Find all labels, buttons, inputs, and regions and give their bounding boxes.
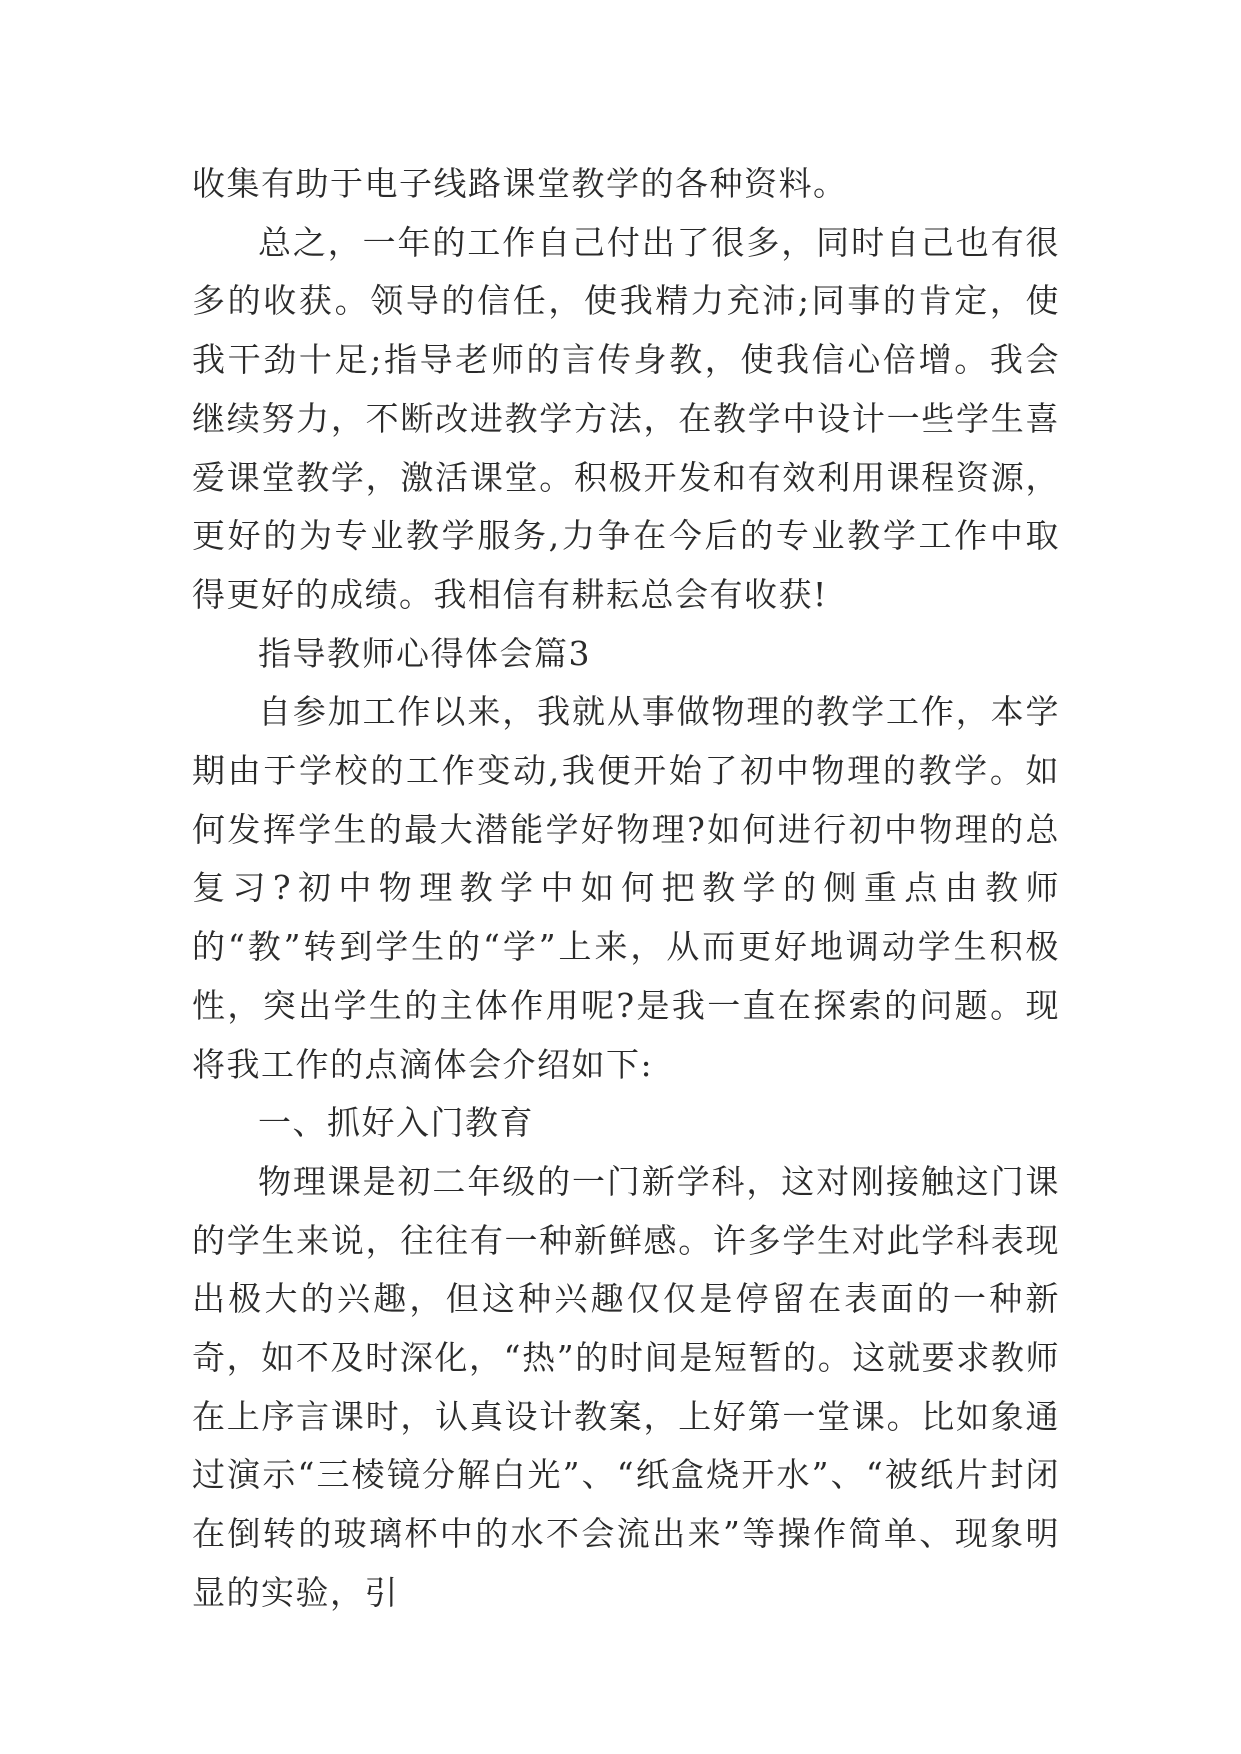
document-body [192, 155, 1060, 1623]
section-heading: 指导教师心得体会篇3 [258, 633, 591, 673]
paragraph-summary: 总之，一年的工作自己付出了很多，同时自己也有很多的收获。领导的信任，使我精力充沛;同事的肯定，使我干劲十足;指导老师的言传身教，使我信心倍增。我会继续努力，不断改进教学方法，在教学中设计一些学生喜爱课堂教学，激活课堂。积极开发和有效利用课程资源，更好的为专业教学服务,力争在今后的专业教学工作中取得更好的成绩。我相信有耕耘总会有收获! [192, 222, 1060, 614]
paragraph-continuation: 收集有助于电子线路课堂教学的各种资料。 [192, 164, 848, 203]
subsection-heading: 一、抓好入门教育 [258, 1103, 534, 1143]
paragraph-intro: 自参加工作以来，我就从事做物理的教学工作，本学期由于学校的工作变动,我便开始了初中物理的教学。如何发挥学生的最大潜能学好物理?如何进行初中物理的总复习?初中物理教学中如何把教学的侧重点由教师的“教”转到学生的“学”上来，从而更好地调动学生积极性，突出学生的主体作用呢?是我一直在探索的问题。现将我工作的点滴体会介绍如下: [192, 692, 1060, 1084]
paragraph-physics-course: 物理课是初二年级的一门新学科，这对刚接触这门课的学生来说，往往有一种新鲜感。许多学生对此学科表现出极大的兴趣，但这种兴趣仅仅是停留在表面的一种新奇，如不及时深化，“热”的时间是短暂的。这就要求教师在上序言课时，认真设计教案，上好第一堂课。比如象通过演示“三棱镜分解白光”、“纸盒烧开水”、“被纸片封闭在倒转的玻璃杯中的水不会流出来”等操作简单、现象明显的实验，引 [192, 1161, 1060, 1612]
